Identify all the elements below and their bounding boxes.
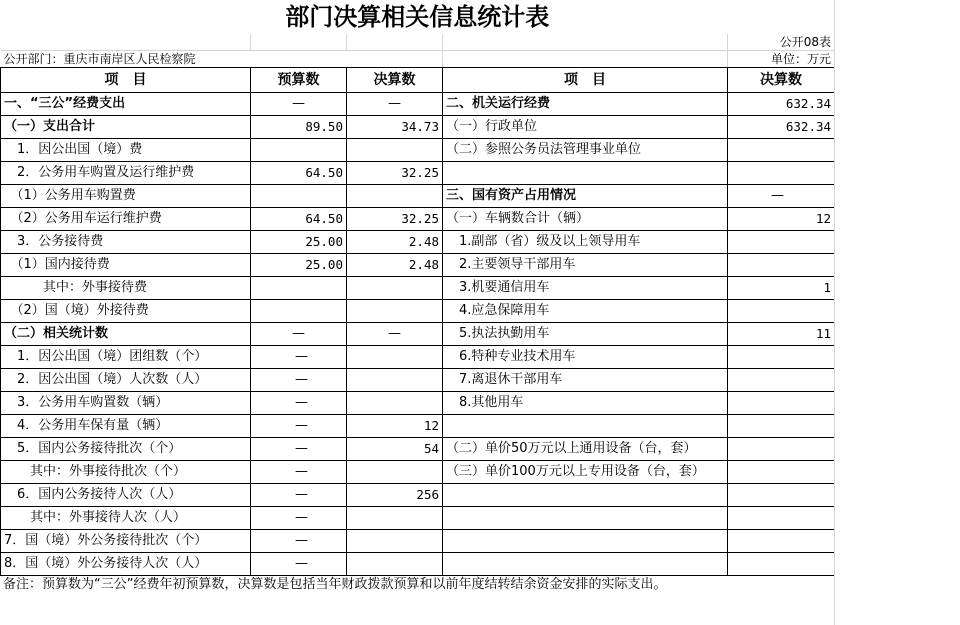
cell[interactable] (443, 34, 728, 51)
row-budget[interactable]: — (251, 438, 347, 461)
row-item-left[interactable]: 3．公务用车购置数（辆） (1, 392, 251, 415)
row-item-right[interactable] (443, 530, 728, 553)
row-budget[interactable]: — (251, 323, 347, 346)
table-row (1, 461, 835, 484)
table-row (1, 369, 835, 392)
row-final-left[interactable]: 54 (347, 438, 443, 461)
row-final-right[interactable] (728, 553, 835, 576)
row-item-right[interactable]: 三、国有资产占用情况 (443, 185, 728, 208)
row-item-left[interactable]: （1）公务用车购置费 (1, 185, 251, 208)
row-final-left[interactable]: — (347, 323, 443, 346)
row-final-right[interactable] (728, 484, 835, 507)
row-item-right[interactable]: 1.副部（省）级及以上领导用车 (443, 231, 728, 254)
row-final-right[interactable]: 632.34 (728, 116, 835, 139)
row-item-left[interactable]: （1）国内接待费 (1, 254, 251, 277)
row-budget[interactable] (251, 185, 347, 208)
row-budget[interactable]: 25.00 (251, 231, 347, 254)
row-final-left[interactable] (347, 139, 443, 162)
row-item-left[interactable]: 2．公务用车购置及运行维护费 (1, 162, 251, 185)
department-label[interactable]: 公开部门：重庆市南岸区人民检察院 (1, 51, 443, 68)
row-final-right[interactable] (728, 392, 835, 415)
row-final-right[interactable]: 1 (728, 277, 835, 300)
row-item-right[interactable] (443, 553, 728, 576)
row-final-left[interactable] (347, 507, 443, 530)
row-final-right[interactable] (728, 461, 835, 484)
row-budget[interactable]: — (251, 415, 347, 438)
row-budget[interactable]: — (251, 369, 347, 392)
row-item-left[interactable]: 8．国（境）外公务接待人次（人） (1, 553, 251, 576)
table-row (1, 415, 835, 438)
table-row (1, 277, 835, 300)
table-row (1, 346, 835, 369)
row-item-left[interactable]: 6．国内公务接待人次（人） (1, 484, 251, 507)
row-final-right[interactable] (728, 415, 835, 438)
row-final-left[interactable] (347, 369, 443, 392)
header-row (1, 68, 835, 93)
row-budget[interactable] (251, 300, 347, 323)
table-row (1, 254, 835, 277)
row-final-left[interactable] (347, 553, 443, 576)
header-final-right[interactable]: 决算数 (728, 68, 835, 93)
row-item-right[interactable]: 6.特种专业技术用车 (443, 346, 728, 369)
row-final-right[interactable]: 11 (728, 323, 835, 346)
note-table (0, 576, 834, 594)
row-item-right[interactable] (443, 507, 728, 530)
row-final-right[interactable] (728, 438, 835, 461)
row-final-left[interactable]: 34.73 (347, 116, 443, 139)
row-budget[interactable]: — (251, 507, 347, 530)
row-budget[interactable]: — (251, 530, 347, 553)
row-final-left[interactable] (347, 392, 443, 415)
row-item-left[interactable]: 其中：外事接待费 (1, 277, 251, 300)
row-item-left[interactable]: （2）国（境）外接待费 (1, 300, 251, 323)
table-row (1, 484, 835, 507)
table-row (1, 231, 835, 254)
row-final-left[interactable] (347, 530, 443, 553)
row-item-left[interactable]: 5．国内公务接待批次（个） (1, 438, 251, 461)
table-row (1, 507, 835, 530)
header-item-right[interactable]: 项 目 (443, 68, 728, 93)
table-row (1, 208, 835, 231)
row-item-right[interactable]: （二）参照公务员法管理事业单位 (443, 139, 728, 162)
row-budget[interactable]: 25.00 (251, 254, 347, 277)
table-row (1, 139, 835, 162)
row-final-right[interactable]: — (728, 185, 835, 208)
row-item-right[interactable]: 7.离退休干部用车 (443, 369, 728, 392)
table-row (1, 300, 835, 323)
row-item-left[interactable]: （一）支出合计 (1, 116, 251, 139)
header-item-left[interactable]: 项 目 (1, 68, 251, 93)
row-budget[interactable]: — (251, 93, 347, 116)
row-item-right[interactable]: （三）单价100万元以上专用设备（台，套） (443, 461, 728, 484)
table-row (1, 530, 835, 553)
page-title: 部门决算相关信息统计表 (1, 0, 835, 34)
row-item-right[interactable]: 二、机关运行经费 (443, 93, 728, 116)
row-item-left[interactable]: 其中：外事接待批次（个） (1, 461, 251, 484)
row-item-left[interactable]: 其中：外事接待人次（人） (1, 507, 251, 530)
unit-label[interactable]: 单位：万元 (728, 51, 835, 68)
row-item-right[interactable]: （一）车辆数合计（辆） (443, 208, 728, 231)
row-final-left[interactable]: 12 (347, 415, 443, 438)
table-row (1, 185, 835, 208)
row-budget[interactable] (251, 139, 347, 162)
row-final-left[interactable] (347, 346, 443, 369)
table-row (1, 392, 835, 415)
row-final-left[interactable] (347, 185, 443, 208)
row-final-right[interactable] (728, 369, 835, 392)
row-final-right[interactable]: 632.34 (728, 93, 835, 116)
row-final-left[interactable]: 2.48 (347, 254, 443, 277)
row-budget[interactable]: — (251, 392, 347, 415)
cell[interactable] (251, 34, 347, 51)
row-item-right[interactable]: 8.其他用车 (443, 392, 728, 415)
row-item-right[interactable]: 5.执法执勤用车 (443, 323, 728, 346)
row-item-left[interactable]: （二）相关统计数 (1, 323, 251, 346)
row-final-right[interactable] (728, 300, 835, 323)
row-item-left[interactable]: 1．因公出国（境）团组数（个） (1, 346, 251, 369)
row-item-left[interactable]: 4．公务用车保有量（辆） (1, 415, 251, 438)
row-final-left[interactable]: 256 (347, 484, 443, 507)
table-row (1, 162, 835, 185)
row-final-left[interactable]: 32.25 (347, 162, 443, 185)
row-item-right[interactable]: （二）单价50万元以上通用设备（台，套） (443, 438, 728, 461)
row-final-right[interactable] (728, 507, 835, 530)
row-budget[interactable]: — (251, 553, 347, 576)
row-item-left[interactable]: 7．国（境）外公务接待批次（个） (1, 530, 251, 553)
row-final-left[interactable]: 2.48 (347, 231, 443, 254)
cell[interactable] (443, 51, 728, 68)
row-final-right[interactable] (728, 162, 835, 185)
row-item-right[interactable]: 4.应急保障用车 (443, 300, 728, 323)
row-final-left[interactable] (347, 461, 443, 484)
row-budget[interactable]: — (251, 461, 347, 484)
table-row (1, 438, 835, 461)
row-budget[interactable]: — (251, 484, 347, 507)
row-item-right[interactable] (443, 484, 728, 507)
row-final-left[interactable]: — (347, 93, 443, 116)
table-row (1, 93, 835, 116)
row-item-right[interactable] (443, 162, 728, 185)
header-final-left[interactable]: 决算数 (347, 68, 443, 93)
row-budget[interactable]: 64.50 (251, 208, 347, 231)
row-final-right[interactable] (728, 254, 835, 277)
row-final-right[interactable] (728, 231, 835, 254)
header-budget[interactable]: 预算数 (251, 68, 347, 93)
row-item-left[interactable]: 2．因公出国（境）人次数（人） (1, 369, 251, 392)
row-final-right[interactable] (728, 530, 835, 553)
row-final-left[interactable] (347, 277, 443, 300)
row-final-left[interactable] (347, 300, 443, 323)
row-item-left[interactable]: 3．公务接待费 (1, 231, 251, 254)
table-row (1, 116, 835, 139)
row-final-right[interactable] (728, 346, 835, 369)
row-budget[interactable]: 89.50 (251, 116, 347, 139)
row-item-right[interactable]: 2.主要领导干部用车 (443, 254, 728, 277)
row-item-left[interactable]: 一、“三公”经费支出 (1, 93, 251, 116)
table-row (1, 323, 835, 346)
row-budget[interactable]: — (251, 346, 347, 369)
row-final-left[interactable]: 32.25 (347, 208, 443, 231)
row-item-right[interactable] (443, 415, 728, 438)
row-final-right[interactable] (728, 139, 835, 162)
cell[interactable] (347, 34, 443, 51)
row-final-right[interactable]: 12 (728, 208, 835, 231)
row-item-left[interactable]: （2）公务用车运行维护费 (1, 208, 251, 231)
row-item-left[interactable]: 1．因公出国（境）费 (1, 139, 251, 162)
footnote[interactable]: 备注：预算数为“三公”经费年初预算数，决算数是包括当年财政拨款预算和以前年度结转结余资金安排的实际支出。 (3, 577, 667, 592)
row-budget[interactable] (251, 277, 347, 300)
row-budget[interactable]: 64.50 (251, 162, 347, 185)
table-row (1, 553, 835, 576)
row-item-right[interactable]: （一）行政单位 (443, 116, 728, 139)
cell[interactable] (1, 34, 251, 51)
row-item-right[interactable]: 3.机要通信用车 (443, 277, 728, 300)
grid-line (834, 0, 835, 625)
form-code[interactable]: 公开08表 (728, 34, 835, 51)
